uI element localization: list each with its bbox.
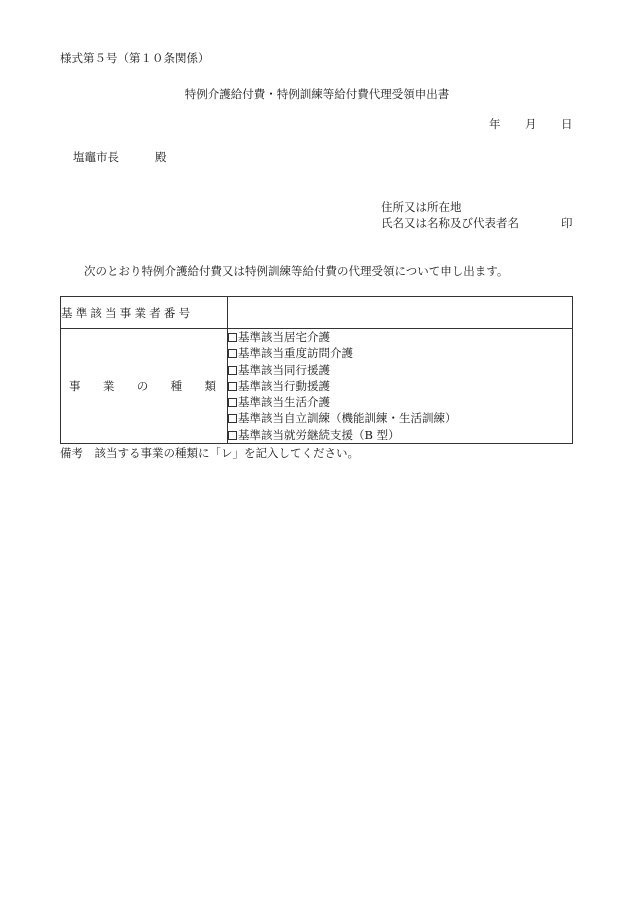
checkbox[interactable] [228,333,237,342]
checkbox[interactable] [228,349,237,358]
checkbox[interactable] [228,431,237,440]
business-type-label-char: 種 [170,379,183,394]
note-text: 備考 該当する事業の種類に「レ」を記入してください。 [60,446,359,460]
addressee-name: 塩竈市長 [73,150,119,164]
date-day: 日 [561,117,573,131]
application-table [60,296,573,444]
option-severe-visiting-care [228,345,572,361]
option-label: 基準該当同行援護 [238,362,330,377]
applicant-name-label: 氏名又は名称及び代表者名 [381,216,519,230]
business-type-label [61,329,228,444]
applicant-address-label: 住所又は所在地 [381,200,462,214]
business-type-label-char: 事 [69,379,81,394]
form-title: 特例介護給付費・特例訓練等給付費代理受領申出書 [184,87,450,101]
option-independence-training [228,410,572,426]
option-daily-life-care [228,394,572,410]
operator-number-field[interactable] [228,297,573,329]
option-label: 基準該当行動援護 [238,378,330,393]
table-row [61,329,573,444]
table-row [61,297,573,329]
option-accompanying-support [228,362,572,378]
intro-text: 次のとおり特例介護給付費又は特例訓練等給付費の代理受領について申し出ます。 [84,264,509,278]
checkbox[interactable] [228,414,237,423]
option-behavior-support [228,378,572,394]
date-year: 年 [489,117,501,131]
form-number: 様式第５号（第１０条関係） [60,51,210,65]
option-home-care [228,329,572,345]
addressee-honorific: 殿 [155,150,167,164]
checkbox[interactable] [228,366,237,375]
option-label: 基準該当重度訪問介護 [238,346,353,361]
business-type-label-char: 業 [102,379,115,394]
option-label: 基準該当居宅介護 [238,330,330,344]
seal-mark: 印 [561,216,573,230]
business-type-options [228,329,573,444]
option-label: 基準該当自立訓練（機能訓練・生活訓練） [238,411,457,426]
checkbox[interactable] [228,398,237,407]
option-label: 基準該当生活介護 [238,395,330,410]
option-employment-support-b [228,427,572,443]
option-label: 基準該当就労継続支援（B 型） [238,427,400,442]
checkbox[interactable] [228,382,237,391]
operator-number-label: 基準該当事業者番号 [61,297,228,329]
business-type-label-char: 類 [204,379,216,394]
business-type-label-char: の [136,379,149,394]
date-month: 月 [525,117,537,131]
